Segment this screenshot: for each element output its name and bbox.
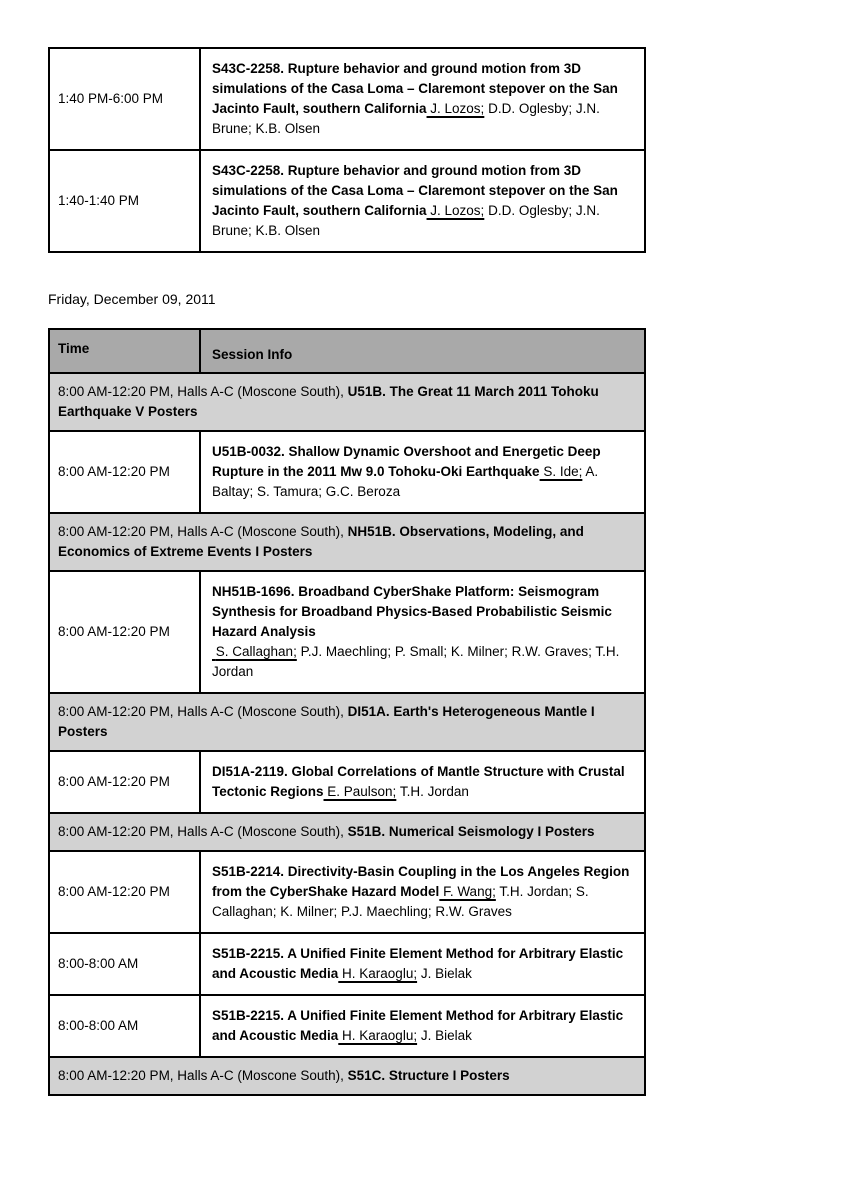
session-cell bbox=[200, 995, 645, 1057]
thursday-sessions-body bbox=[49, 48, 645, 252]
friday-sessions-table bbox=[48, 328, 646, 1096]
presentation-row bbox=[49, 751, 645, 813]
session-group-row bbox=[49, 373, 645, 431]
session-group-cell bbox=[49, 693, 645, 751]
time-cell: 8:00 AM-12:20 PM bbox=[49, 571, 200, 693]
time-cell: 8:00 AM-12:20 PM bbox=[49, 751, 200, 813]
friday-sessions-body bbox=[49, 373, 645, 1095]
time-cell: 8:00-8:00 AM bbox=[49, 933, 200, 995]
coauthors-text: D.D. Oglesby; J.N. Brune; K.B. Olsen bbox=[212, 101, 600, 136]
session-group-cell bbox=[49, 513, 645, 571]
presentation-row bbox=[49, 48, 645, 150]
coauthors-text: A. Baltay; S. Tamura; G.C. Beroza bbox=[212, 464, 599, 499]
presentation-title: S51B-2215. A Unified Finite Element Method for Arbitrary Elastic and Acoustic Media bbox=[212, 1008, 624, 1043]
presenter-link[interactable]: E. Paulson; bbox=[323, 784, 397, 799]
presentation-row bbox=[49, 150, 645, 252]
session-name: S51C. Structure I Posters bbox=[347, 1068, 510, 1083]
time-cell: 8:00 AM-12:20 PM bbox=[49, 851, 200, 933]
presentation-title: S43C-2258. Rupture behavior and ground motion from 3D simulations of the Casa Loma – Claremont stepover on the San Jacinto Fault, southern California bbox=[212, 163, 618, 218]
session-group-cell bbox=[49, 813, 645, 851]
friday-table-header bbox=[49, 329, 645, 373]
presentation-row bbox=[49, 431, 645, 513]
date-heading: Friday, December 09, 2011 bbox=[48, 291, 216, 307]
presentation-title: U51B-0032. Shallow Dynamic Overshoot and Energetic Deep Rupture in the 2011 Mw 9.0 Tohoku-Oki Earthquake bbox=[212, 444, 601, 479]
presentation-row bbox=[49, 571, 645, 693]
presentation-title: S51B-2215. A Unified Finite Element Method for Arbitrary Elastic and Acoustic Media bbox=[212, 946, 624, 981]
session-group-cell bbox=[49, 1057, 645, 1095]
presenter-link[interactable]: F. Wang; bbox=[439, 884, 496, 899]
time-column-header: Time bbox=[49, 329, 200, 373]
presenter-link[interactable]: J. Lozos; bbox=[426, 101, 485, 116]
coauthors-text: T.H. Jordan; S. Callaghan; K. Milner; P.J. Maechling; R.W. Graves bbox=[212, 884, 589, 919]
presentation-title: S51B-2214. Directivity-Basin Coupling in the Los Angeles Region from the CyberShake Hazard Model bbox=[212, 864, 630, 899]
session-cell bbox=[200, 851, 645, 933]
presentation-row bbox=[49, 851, 645, 933]
session-time-location: 8:00 AM-12:20 PM, Halls A-C (Moscone South), bbox=[58, 524, 348, 539]
session-cell bbox=[200, 571, 645, 693]
column-header-row bbox=[49, 329, 645, 373]
session-cell bbox=[200, 431, 645, 513]
presenter-link[interactable]: S. Callaghan; bbox=[212, 644, 297, 659]
coauthors-text: T.H. Jordan bbox=[396, 784, 469, 799]
time-cell: 8:00-8:00 AM bbox=[49, 995, 200, 1057]
session-name: S51B. Numerical Seismology I Posters bbox=[347, 824, 595, 839]
presentation-title: NH51B-1696. Broadband CyberShake Platform: Seismogram Synthesis for Broadband Physics-Based Probabilistic Seismic Hazard Analysis bbox=[212, 584, 612, 639]
session-group-row bbox=[49, 1057, 645, 1095]
session-time-location: 8:00 AM-12:20 PM, Halls A-C (Moscone South), bbox=[58, 824, 348, 839]
session-group-row bbox=[49, 513, 645, 571]
presenter-link[interactable]: J. Lozos; bbox=[426, 203, 485, 218]
session-time-location: 8:00 AM-12:20 PM, Halls A-C (Moscone South), bbox=[58, 384, 348, 399]
session-time-location: 8:00 AM-12:20 PM, Halls A-C (Moscone South), bbox=[58, 704, 348, 719]
presentation-row bbox=[49, 995, 645, 1057]
coauthors-text: P.J. Maechling; P. Small; K. Milner; R.W. Graves; T.H. Jordan bbox=[212, 644, 620, 679]
session-info-column-header: Session Info bbox=[200, 329, 645, 373]
time-cell: 8:00 AM-12:20 PM bbox=[49, 431, 200, 513]
session-name: NH51B. Observations, Modeling, and Economics of Extreme Events I Posters bbox=[58, 524, 584, 559]
time-cell: 1:40-1:40 PM bbox=[49, 150, 200, 252]
presenter-link[interactable]: S. Ide; bbox=[539, 464, 583, 479]
session-group-row bbox=[49, 693, 645, 751]
session-cell bbox=[200, 933, 645, 995]
session-cell bbox=[200, 48, 645, 150]
session-name: U51B. The Great 11 March 2011 Tohoku Earthquake V Posters bbox=[58, 384, 599, 419]
coauthors-text: J. Bielak bbox=[417, 1028, 472, 1043]
session-cell bbox=[200, 751, 645, 813]
session-time-location: 8:00 AM-12:20 PM, Halls A-C (Moscone South), bbox=[58, 1068, 348, 1083]
coauthors-text: D.D. Oglesby; J.N. Brune; K.B. Olsen bbox=[212, 203, 600, 238]
coauthors-text: J. Bielak bbox=[417, 966, 472, 981]
presenter-link[interactable]: H. Karaoglu; bbox=[338, 966, 418, 981]
session-group-row bbox=[49, 813, 645, 851]
session-name: DI51A. Earth's Heterogeneous Mantle I Posters bbox=[58, 704, 595, 739]
thursday-sessions-table bbox=[48, 47, 646, 253]
presentation-title: DI51A-2119. Global Correlations of Mantle Structure with Crustal Tectonic Regions bbox=[212, 764, 625, 799]
session-cell bbox=[200, 150, 645, 252]
presenter-link[interactable]: H. Karaoglu; bbox=[338, 1028, 418, 1043]
session-group-cell bbox=[49, 373, 645, 431]
time-cell: 1:40 PM-6:00 PM bbox=[49, 48, 200, 150]
presentation-row bbox=[49, 933, 645, 995]
presentation-title: S43C-2258. Rupture behavior and ground motion from 3D simulations of the Casa Loma – Claremont stepover on the San Jacinto Fault, southern California bbox=[212, 61, 618, 116]
